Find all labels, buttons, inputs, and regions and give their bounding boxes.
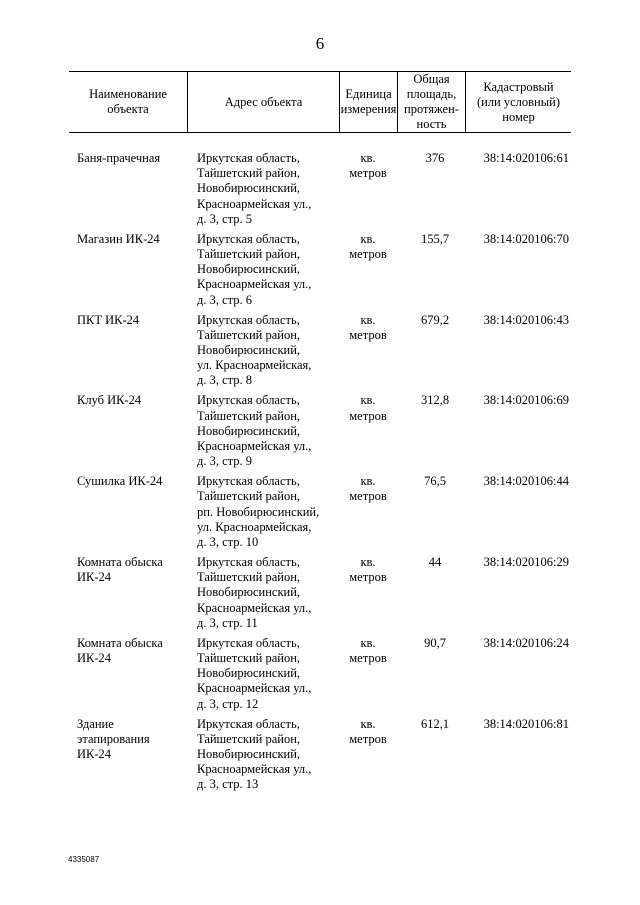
object-name: Сушилка ИК-24 [77,474,163,489]
object-name: Клуб ИК-24 [77,393,142,408]
object-unit: кв. метров [349,312,387,342]
object-cadastral: 38:14:020106:43 [483,312,569,327]
object-area: 679,2 [420,312,450,327]
object-unit: кв. метров [349,231,387,261]
table-row [69,555,571,636]
table-row [69,636,571,717]
header-cadastral: Кадастровый (или условный) номер [465,72,571,132]
object-address: Иркутская область, Тайшетский район, Новобирюсинский, Красноармейская ул., д. 3, стр. 11 [197,554,312,630]
object-address: Иркутская область, Тайшетский район, Новобирюсинский, Красноармейская ул., д. 3, стр. 5 [197,151,312,226]
object-unit: кв. метров [349,393,387,423]
object-address: Иркутская область, Тайшетский район, рп. Новобирюсинский, ул. Красноармейская, д. 3, стр. 10 [197,474,320,549]
object-cadastral: 38:14:020106:70 [483,231,569,246]
object-name: Комната обыска ИК-24 [77,635,163,665]
object-address: Иркутская область, Тайшетский район, Новобирюсинский, Красноармейская ул., д. 3, стр. 9 [197,393,312,469]
object-unit: кв. метров [349,554,387,585]
table-header [69,71,571,133]
table-row [69,393,571,474]
object-area: 376 [425,151,445,165]
object-area: 90,7 [424,635,446,650]
table-body [69,133,571,797]
object-unit: кв. метров [349,474,387,504]
object-unit: кв. метров [349,716,387,746]
table-row [69,151,571,232]
object-area: 76,5 [424,474,446,489]
object-name: Комната обыска ИК-24 [77,554,163,585]
object-address: Иркутская область, Тайшетский район, Новобирюсинский, Красноармейская ул., д. 3, стр. 12 [197,635,312,711]
document-code: 4335087 [68,855,100,864]
header-area: Общая площадь, протяжен- ность [397,72,465,132]
object-area: 155,7 [420,231,450,246]
object-unit: кв. метров [349,151,387,181]
object-cadastral: 38:14:020106:29 [483,554,569,569]
table-row [69,474,571,555]
object-cadastral: 38:14:020106:44 [483,474,569,489]
header-unit: Единица измерения [339,72,397,132]
object-cadastral: 38:14:020106:81 [483,716,569,731]
object-address: Иркутская область, Тайшетский район, Новобирюсинский, Красноармейская ул., д. 3, стр. 6 [197,231,312,307]
object-area: 44 [428,554,442,569]
header-address: Адрес объекта [187,72,339,132]
object-unit: кв. метров [349,635,387,665]
page-number: 6 [315,34,325,53]
object-cadastral: 38:14:020106:61 [483,151,569,165]
object-address: Иркутская область, Тайшетский район, Новобирюсинский, Красноармейская ул., д. 3, стр. 13 [197,716,312,792]
object-name: Магазин ИК-24 [77,231,160,246]
object-address: Иркутская область, Тайшетский район, Новобирюсинский, ул. Красноармейская, д. 3, стр. 8 [197,312,312,388]
property-table [69,71,571,797]
table-row [69,232,571,313]
object-name: Баня-прачечная [77,151,161,165]
object-name: Здание этапирования ИК-24 [77,716,150,761]
table-row [69,313,571,394]
object-cadastral: 38:14:020106:69 [483,393,569,408]
object-area: 612,1 [420,716,450,731]
object-area: 312,8 [420,393,450,408]
header-name: Наименование объекта [89,87,167,116]
table-row [69,717,571,798]
object-cadastral: 38:14:020106:24 [483,635,569,650]
object-name: ПКТ ИК-24 [77,312,140,327]
